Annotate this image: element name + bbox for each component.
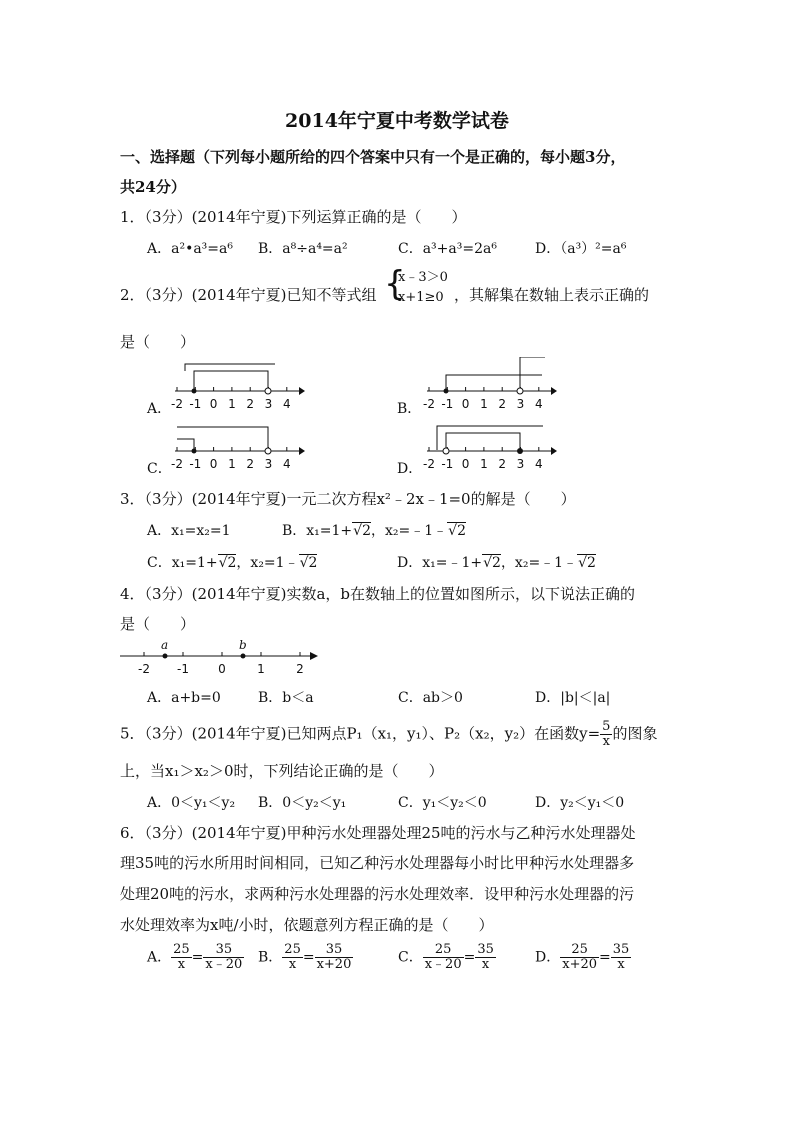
q1-stem: 1．（3分）(2014年宁夏)下列运算正确的是（ ） — [120, 208, 467, 226]
q6-b-eq: = — [302, 949, 315, 966]
q6-c-num1: 25 — [423, 943, 464, 958]
solid-dot-minus1 — [192, 449, 197, 454]
q6-c-den2: x — [481, 957, 490, 972]
q5-stem-pre: 5．（3分）(2014年宁夏)已知两点P₁（x₁，y₁）、P₂（x₂，y₂）在函数y= — [120, 724, 601, 743]
tick-label: 1 — [480, 457, 488, 471]
q2-numberline-d — [417, 417, 557, 477]
solid-dot-3 — [517, 448, 523, 454]
q4-option-d: D．|b|＜|a| — [535, 690, 611, 706]
q6-a-frac2 — [203, 943, 244, 972]
q2-numberline-b — [417, 357, 557, 417]
q6-c-eq: = — [463, 949, 476, 966]
tick-label: 2 — [498, 457, 507, 471]
q5-option-a: A．0＜y₁＜y₂ — [147, 795, 236, 811]
q6-b-den1: x — [288, 957, 297, 972]
q6-a-num1: 25 — [173, 942, 190, 957]
q2-inequality-1: x﹣3＞0 — [398, 270, 448, 285]
q5-option-b: B．0＜y₂＜y₁ — [258, 795, 347, 811]
q6-c-frac1 — [423, 943, 464, 972]
q6-b-num2: 35 — [315, 943, 354, 958]
point-a-dot — [163, 654, 168, 659]
q3-option-d — [397, 552, 596, 572]
axis-arrow — [551, 447, 557, 455]
tick-label: -2 — [423, 397, 435, 411]
tick-label: -2 — [171, 457, 183, 471]
tick-label: 0 — [209, 397, 218, 411]
q4-stem-line1: 4．（3分）(2014年宁夏)实数a，b在数轴上的位置如图所示，以下说法正确的 — [120, 585, 636, 603]
q6-a-den2: x﹣20 — [205, 957, 243, 972]
tick-label: -1 — [189, 397, 202, 411]
tick-label: 2 — [246, 457, 255, 471]
tick-label: -2 — [138, 662, 150, 676]
tick-label: -1 — [441, 457, 454, 471]
open-dot-3 — [265, 388, 271, 394]
q2-numberline-a — [165, 357, 305, 417]
q2-system-brace: { — [384, 264, 406, 304]
tick-label: 3 — [516, 457, 525, 471]
q3-c-pre: C．x₁=1+ — [147, 555, 218, 571]
q2-system — [398, 268, 448, 308]
q3-d-root1: √2 — [483, 555, 501, 571]
tick-label: 0 — [209, 457, 218, 471]
q5-stem-post: 的图象 — [612, 724, 658, 743]
q3-stem: 3．（3分）(2014年宁夏)一元二次方程x²﹣2x﹣1=0的解是（ ） — [120, 490, 576, 508]
tick-label: 4 — [282, 397, 291, 411]
solution-ray-left — [177, 439, 194, 450]
tick-label: -1 — [177, 662, 189, 676]
q6-a-label: A． — [147, 949, 172, 966]
solution-ray-from-minus1 — [446, 375, 542, 390]
q6-a-den1: x — [177, 957, 186, 972]
q6-d-frac1 — [560, 943, 599, 972]
q2-stem-line2: 是（ ） — [120, 333, 196, 351]
q2-numberline-c — [165, 417, 305, 477]
q5-frac-num: 5 — [602, 719, 611, 734]
q6-line3: 处理20吨的污水，求两种污水处理器的污水处理效率．设甲种污水处理器的污 — [120, 885, 635, 903]
axis-arrow — [310, 652, 318, 660]
q5-fraction — [600, 720, 612, 749]
q3-option-b — [282, 520, 466, 540]
q6-b-num1: 25 — [284, 942, 301, 957]
solution-bracket — [446, 433, 520, 448]
q6-option-a — [147, 943, 244, 972]
section-heading-line1: 一、选择题（下列每小题所给的四个答案中只有一个是正确的，每小题3分， — [120, 148, 626, 166]
q6-c-label: C． — [398, 949, 423, 966]
q3-b-root1: √2 — [353, 523, 371, 539]
q3-d-mid: ，x₂=﹣1﹣ — [500, 555, 578, 571]
q6-option-b — [258, 943, 353, 972]
tick-label: 3 — [516, 397, 525, 411]
q6-a-eq: = — [191, 949, 204, 966]
q1-option-b: B．a⁸÷a⁴=a² — [258, 241, 348, 257]
q6-d-den1: x+20 — [562, 957, 598, 972]
q2-stem-post: ，其解集在数轴上表示正确的 — [454, 286, 650, 304]
tick-label: 1 — [480, 397, 488, 411]
q5-option-c: C．y₁＜y₂＜0 — [398, 795, 487, 811]
q3-option-a: A．x₁=x₂=1 — [147, 523, 231, 539]
tick-label: 4 — [534, 457, 543, 471]
q4-option-a: A．a+b=0 — [147, 690, 221, 706]
tick-label: -2 — [171, 397, 183, 411]
q6-c-frac2 — [475, 943, 496, 972]
q5-stem-line2: 上，当x₁＞x₂＞0时，下列结论正确的是（ ） — [120, 762, 444, 780]
q6-d-label: D． — [535, 949, 561, 966]
tick-label: 0 — [218, 662, 226, 676]
q2-label-d: D． — [397, 461, 423, 477]
q1-option-c: C．a³+a³=2a⁶ — [398, 241, 497, 257]
q3-b-mid: ，x₂=﹣1﹣ — [371, 523, 448, 539]
tick-label: 2 — [498, 397, 507, 411]
tick-label: 1 — [257, 662, 265, 676]
tick-label: 1 — [228, 457, 236, 471]
solution-ray-long — [437, 426, 543, 450]
tick-label: 0 — [461, 457, 470, 471]
tick-label: -1 — [189, 457, 202, 471]
point-b-label: b — [239, 638, 247, 652]
q2-label-b: B． — [397, 401, 422, 417]
point-a-label: a — [161, 638, 169, 652]
q5-frac-den: x — [602, 734, 610, 749]
q6-option-c — [398, 943, 496, 972]
q5-stem — [120, 720, 657, 749]
q3-d-root2: √2 — [578, 555, 596, 571]
tick-label: 2 — [246, 397, 255, 411]
q6-d-eq: = — [599, 949, 611, 966]
q4-option-c: C．ab＞0 — [398, 690, 463, 706]
page-title: 2014年宁夏中考数学试卷 — [285, 110, 509, 132]
tick-label: 4 — [534, 397, 543, 411]
q6-b-label: B． — [258, 949, 283, 966]
q6-line2: 理35吨的污水所用时间相同，已知乙种污水处理器每小时比甲种污水处理器多 — [120, 854, 635, 872]
q4-numberline — [118, 636, 322, 680]
q6-d-num2: 35 — [612, 942, 630, 957]
q6-c-num2: 35 — [477, 942, 494, 957]
q6-c-den1: x﹣20 — [424, 957, 462, 972]
section-heading-line2: 共24分） — [120, 178, 186, 196]
axis-arrow — [551, 387, 557, 395]
solution-ray-from-3 — [520, 357, 545, 388]
q1-option-d: D．（a³）²=a⁶ — [535, 241, 627, 257]
solid-dot-minus1 — [192, 389, 197, 394]
tick-label: 3 — [264, 397, 273, 411]
q3-d-pre: D．x₁=﹣1+ — [397, 555, 483, 571]
q6-d-frac2 — [611, 943, 632, 972]
q6-line1: 6．（3分）(2014年宁夏)甲种污水处理器处理25吨的污水与乙种污水处理器处 — [120, 824, 636, 842]
q1-option-a: A．a²•a³=a⁶ — [147, 241, 233, 257]
tick-label: 2 — [296, 662, 304, 676]
q2-inequality-2: x+1≥0 — [398, 290, 444, 305]
tick-label: 3 — [264, 457, 273, 471]
q6-b-den2: x+20 — [316, 957, 352, 972]
tick-label: -2 — [423, 457, 435, 471]
axis-arrow — [299, 447, 305, 455]
tick-label: 4 — [282, 457, 291, 471]
q5-option-d: D．y₂＜y₁＜0 — [535, 795, 625, 811]
open-dot-3 — [265, 448, 271, 454]
q3-option-c — [147, 552, 317, 572]
open-dot-minus1 — [443, 448, 449, 454]
q6-a-num2: 35 — [203, 943, 244, 958]
q2-label-c: C． — [147, 461, 172, 477]
q3-b-pre: B．x₁=1+ — [282, 523, 353, 539]
q3-c-root1: √2 — [218, 555, 237, 571]
tick-label: 1 — [228, 397, 236, 411]
q6-line4: 水处理效率为x吨/小时，依题意列方程正确的是（ ） — [120, 916, 494, 934]
solution-ray-left-long — [177, 427, 268, 448]
q4-stem-line2: 是（ ） — [120, 615, 196, 633]
tick-label: -1 — [441, 397, 454, 411]
q2-stem-pre: 2．（3分）(2014年宁夏)已知不等式组 — [120, 286, 377, 304]
open-dot-3 — [517, 388, 523, 394]
q3-b-root2: √2 — [448, 523, 466, 539]
solution-bracket-short — [194, 371, 268, 390]
tick-label: 0 — [461, 397, 470, 411]
q6-d-num1: 25 — [560, 943, 599, 958]
solid-dot-minus1 — [444, 389, 449, 394]
q6-d-den2: x — [617, 957, 625, 972]
point-b-dot — [241, 654, 246, 659]
q3-c-root2: √2 — [299, 555, 318, 571]
q4-option-b: B．b＜a — [258, 690, 314, 706]
q6-a-frac1 — [171, 943, 192, 972]
q6-b-frac2 — [315, 943, 354, 972]
q6-b-frac1 — [282, 943, 303, 972]
axis-arrow — [299, 387, 305, 395]
q6-option-d — [535, 943, 631, 972]
q3-c-mid: ，x₂=1﹣ — [236, 555, 299, 571]
solution-ray — [185, 364, 275, 371]
q2-label-a: A． — [147, 401, 172, 417]
